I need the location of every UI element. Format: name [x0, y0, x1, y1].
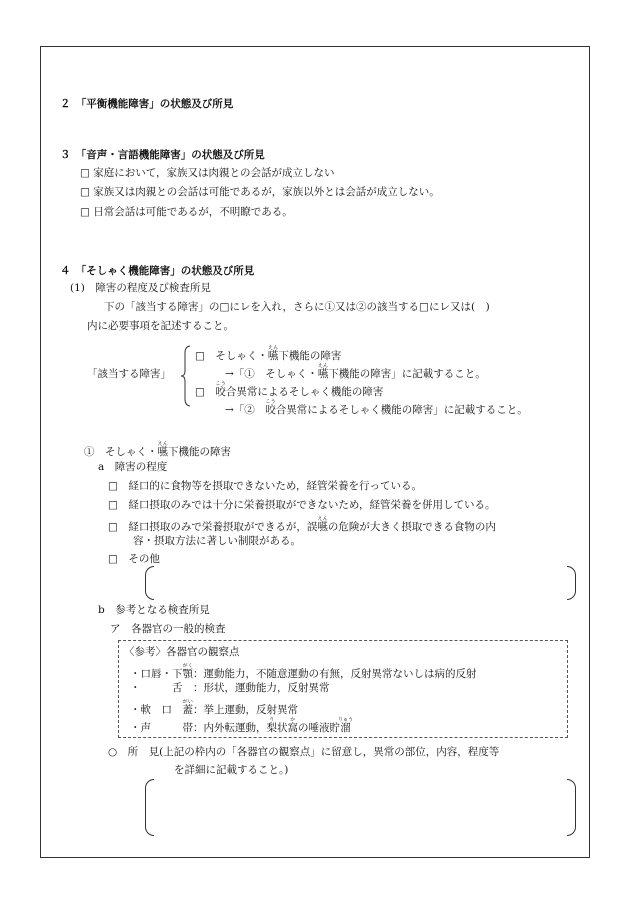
applicable-disability-label: 「該当する障害」: [87, 368, 171, 380]
checkbox[interactable]: □: [108, 521, 118, 533]
reference-item-4: ・声 帯：内外転運動，梨り状窩かの唾液貯溜りゅう: [130, 717, 354, 734]
checkbox[interactable]: □: [80, 167, 90, 179]
findings-bracket-left: [145, 779, 154, 836]
option-1-note: →「① そしゃく・嚥えん下機能の障害」に記載すること。: [225, 363, 486, 380]
checkbox[interactable]: □: [108, 480, 118, 492]
a-title: a 障害の程度: [98, 461, 168, 473]
subsection-1-title: (1) 障害の程度及び検査所見: [70, 282, 211, 294]
findings-label: ○ 所 見(上記の枠内の「各器官の観察点」に留意し，異常の部位，内容，程度等: [108, 746, 500, 758]
a-option-2[interactable]: □ 経口摂取のみでは十分に栄養摂取ができないため，経管栄養を併用している。: [108, 499, 496, 511]
option-2-note: →「② 咬こう合異常によるそしゃく機能の障害」に記載すること。: [225, 399, 528, 416]
checkbox[interactable]: □: [108, 499, 118, 511]
option-2-occlusion[interactable]: □ 咬こう合異常によるそしゃく機能の障害: [195, 381, 384, 398]
findings-label-line-2: を詳細に記載すること。): [174, 764, 289, 776]
a-option-4[interactable]: □ その他: [108, 553, 160, 565]
brace-icon: [180, 345, 190, 407]
reference-item-3: ・軟 口 蓋がい：挙上運動，反射異常: [130, 699, 298, 716]
a-option-1[interactable]: □ 経口的に食物等を摂取できないため，経管栄養を行っている。: [108, 480, 423, 492]
reference-item-2: ・ 舌 ：形状，運動能力，反射異常: [130, 682, 330, 694]
instruction-line-2: 内に必要事項を記述すること。: [87, 320, 234, 332]
findings-bracket-right: [567, 779, 576, 836]
b-title: b 参考となる検査所見: [98, 604, 210, 616]
circle-1-title: ① そしゃく・嚥えん下機能の障害: [84, 441, 231, 458]
instruction-line-1: 下の「該当する障害」の□にレを入れ，さらに①又は②の該当する□にレ又は( ): [104, 301, 490, 313]
other-bracket-right: [567, 566, 576, 600]
a-option-3-line-2: 容・摂取方法に著しい制限がある。: [133, 535, 301, 547]
s3-option-2[interactable]: □ 家族又は肉親との会話は可能であるが，家族以外とは会話が成立しない。: [80, 186, 440, 198]
checkbox[interactable]: □: [195, 386, 205, 398]
option-1-swallow[interactable]: □ そしゃく・嚥えん下機能の障害: [195, 345, 342, 362]
s3-option-3[interactable]: □ 日常会話は可能であるが，不明瞭である。: [80, 206, 293, 218]
other-text-area[interactable]: [155, 566, 565, 598]
section-3-title: ３ 「音声・言語機能障害」の状態及び所見: [60, 149, 265, 161]
other-bracket-left: [145, 566, 154, 600]
reference-item-1: ・口唇・下顎がく：運動能力，不随意運動の有無，反射異常ないしは病的反射: [130, 663, 477, 680]
s3-option-1[interactable]: □ 家庭において，家族又は肉親との会話が成立しない: [80, 167, 335, 179]
reference-title: 〈参考〉各器官の観察点: [124, 646, 240, 658]
checkbox[interactable]: □: [195, 350, 205, 362]
section-2-title: ２ 「平衡機能障害」の状態及び所見: [60, 98, 234, 110]
checkbox[interactable]: □: [108, 553, 118, 565]
b-a-title: ア 各器官の一般的検査: [110, 623, 226, 635]
a-option-3[interactable]: □ 経口摂取のみで栄養摂取ができるが，誤嚥えんの危険が大きく摂取できる食物の内: [108, 516, 496, 533]
findings-text-area[interactable]: [155, 779, 565, 834]
section-4-title: ４ 「そしゃく機能障害」の状態及び所見: [60, 265, 255, 277]
checkbox[interactable]: □: [80, 186, 90, 198]
checkbox[interactable]: □: [80, 206, 90, 218]
